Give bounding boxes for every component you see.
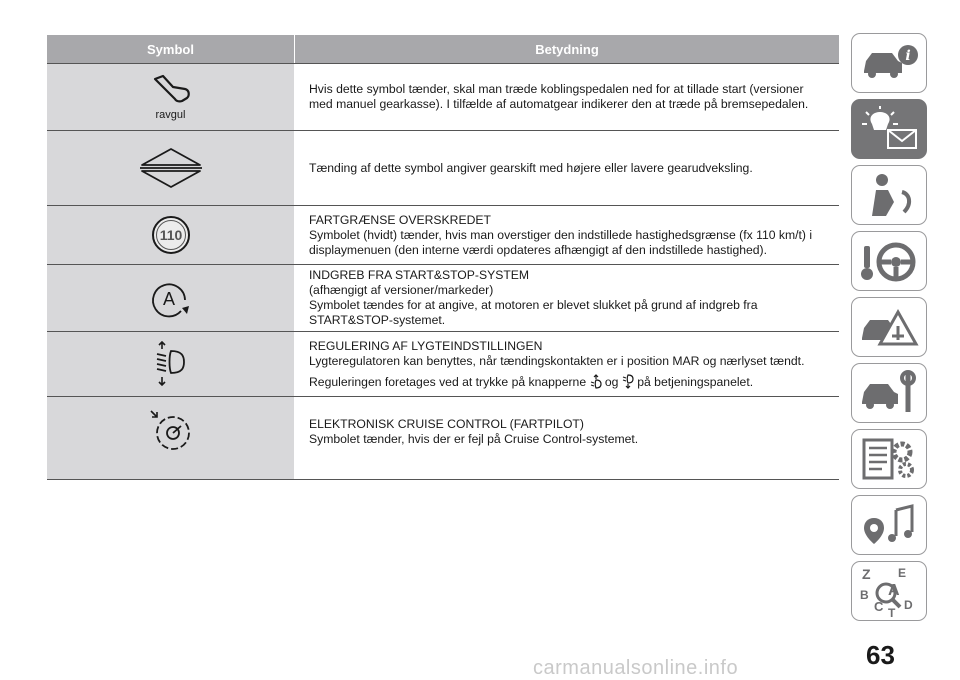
steering-key-icon — [858, 238, 920, 284]
description-cell — [294, 265, 839, 331]
svg-text:A: A — [888, 582, 900, 599]
table-row — [47, 206, 839, 265]
warning-lights-icon — [858, 106, 920, 152]
description-cell — [294, 332, 839, 396]
description-cell — [294, 64, 839, 130]
description-note — [309, 374, 829, 390]
symbol-table — [47, 35, 839, 480]
note-prefix: Reguleringen foretages ved at trykke på knapperne — [309, 374, 587, 389]
speed-limit-110-icon — [151, 215, 191, 255]
table-row — [47, 131, 839, 206]
svg-text:E: E — [898, 566, 907, 580]
description-cell — [294, 206, 839, 264]
description-line: REGULERING AF LYGTEINDSTILLINGEN — [309, 338, 543, 353]
symbol-cell — [47, 131, 294, 205]
tab-starting-driving[interactable] — [851, 231, 927, 291]
table-row — [47, 63, 839, 131]
headlight-down-button-icon — [622, 374, 634, 389]
description-line: Symbolet tænder, hvis der er fejl på Cruise Control-systemet. — [309, 432, 639, 446]
table-row — [47, 265, 839, 332]
description-cell — [294, 397, 839, 479]
clutch-pedal-icon — [149, 73, 193, 107]
description-line: displaymenuen (den interne værdi opdateres afhængigt af den indstillede hastighed). — [309, 242, 768, 257]
description-line: INDGREB FRA START&STOP-SYSTEM — [309, 268, 530, 282]
svg-text:C: C — [874, 599, 884, 614]
description-line: Lygteregulatoren kan benyttes, når tændingskontakten er i position MAR og nærlyset tændt. — [309, 353, 805, 368]
svg-text:i: i — [905, 48, 911, 64]
tab-emergency[interactable] — [851, 297, 927, 357]
table-header — [47, 35, 839, 63]
start-stop-icon — [149, 278, 193, 318]
tab-warning-lights[interactable] — [851, 99, 927, 159]
watermark: carmanualsonline.info — [533, 657, 739, 679]
description-line: FARTGRÆNSE OVERSKREDET — [309, 212, 491, 227]
headlight-leveling-icon — [151, 341, 191, 387]
description-line: ELEKTRONISK CRUISE CONTROL (FARTPILOT) — [309, 417, 584, 431]
note-mid: og — [604, 374, 619, 389]
description-cell — [294, 131, 839, 205]
svg-text:Z: Z — [862, 566, 871, 582]
tab-safety[interactable] — [851, 165, 927, 225]
emergency-icon — [858, 304, 920, 350]
tab-index[interactable] — [851, 561, 927, 621]
multimedia-icon — [858, 502, 920, 548]
chapter-sidebar — [851, 33, 929, 627]
page-number: 63 — [866, 640, 895, 670]
description-line: (afhængigt af versioner/markeder) — [309, 283, 494, 297]
safety-airbag-icon — [858, 172, 920, 218]
table-row — [47, 397, 839, 480]
description-line: Symbolet tændes for at angive, at motoren er blevet slukket på grund af indgreb fra — [309, 298, 758, 312]
note-suffix: på betjeningspanelet. — [637, 374, 754, 389]
tab-multimedia[interactable] — [851, 495, 927, 555]
header-symbol: Symbol — [47, 35, 295, 63]
description-line: Symbolet (hvidt) tænder, hvis man overstiger den indstillede hastighedsgrænse (fx 110 km/t) i — [309, 227, 813, 242]
car-info-icon — [858, 41, 920, 85]
tab-car-info[interactable] — [851, 33, 927, 93]
header-meaning: Betydning — [535, 41, 599, 57]
description-line: Tænding af dette symbol angiver gearskift med højere eller lavere gearudveksling. — [309, 160, 753, 175]
description-line: med manuel gearkasse). I tilfælde af automatgear indikerer den at træde på bremsepedalen. — [309, 97, 809, 111]
svg-text:D: D — [904, 598, 913, 612]
headlight-up-button-icon — [590, 374, 602, 389]
tab-maintenance[interactable] — [851, 363, 927, 423]
description-line: START&STOP-systemet. — [309, 313, 446, 327]
start-stop-letter: A — [162, 289, 175, 309]
symbol-cell — [47, 332, 294, 396]
description-line: Hvis dette symbol tænder, skal man træde koblingspedalen ned for at tillade start (versioner — [309, 82, 804, 96]
cruise-control-fault-icon — [148, 409, 194, 451]
svg-text:T: T — [888, 606, 896, 617]
tab-technical-data[interactable] — [851, 429, 927, 489]
symbol-color-label: ravgul — [155, 109, 186, 121]
index-icon — [858, 565, 920, 617]
gear-shift-arrows-icon — [139, 146, 203, 190]
symbol-cell — [47, 64, 294, 130]
technical-data-icon — [858, 436, 920, 482]
maintenance-icon — [858, 370, 920, 416]
table-row — [47, 332, 839, 397]
svg-text:B: B — [860, 588, 869, 602]
symbol-cell — [47, 206, 294, 264]
symbol-cell — [47, 397, 294, 479]
speed-value: 110 — [159, 227, 182, 243]
symbol-cell — [47, 265, 294, 331]
